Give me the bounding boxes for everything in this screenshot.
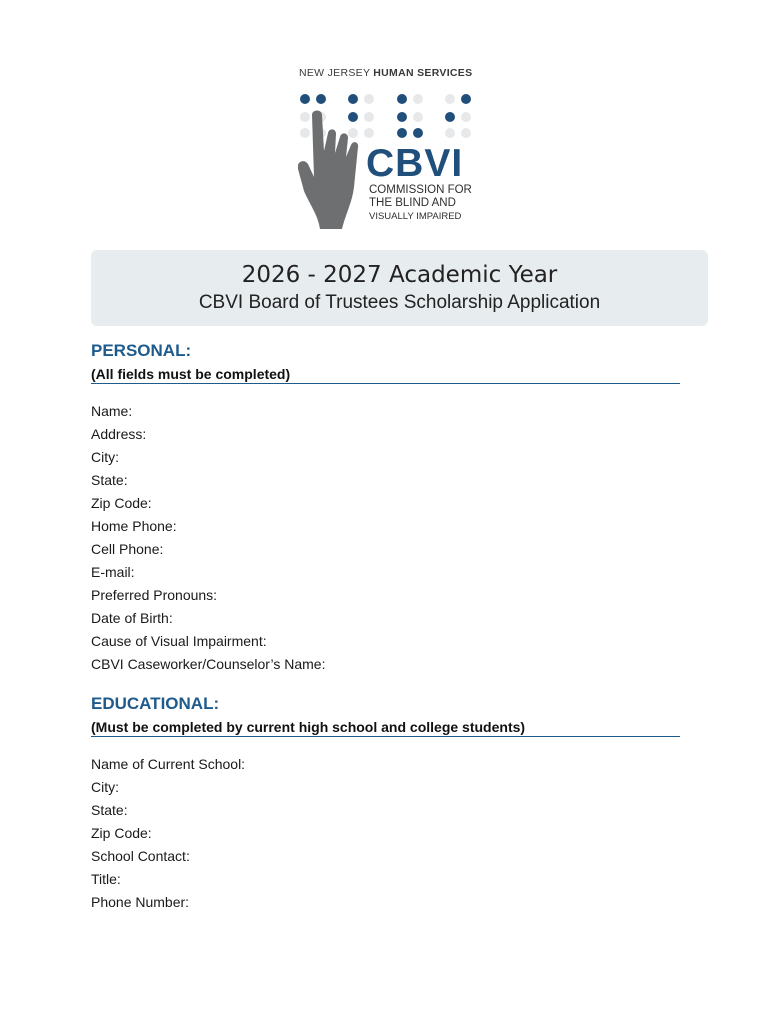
form-field-label: School Contact: (91, 848, 190, 864)
form-field-label: Preferred Pronouns: (91, 587, 218, 603)
personal-section-note: (All fields must be completed) (91, 366, 680, 384)
academic-year-title: 2026 - 2027 Academic Year (241, 262, 558, 288)
hand-icon (298, 107, 368, 229)
form-field-label: Title: (91, 871, 121, 887)
braille-dot (348, 94, 358, 104)
braille-dot (413, 128, 423, 138)
braille-dot (364, 94, 374, 104)
form-field-label: E-mail: (91, 564, 135, 580)
form-field-label: Zip Code: (91, 825, 152, 841)
form-field-label: Phone Number: (91, 894, 190, 910)
brand-subtitle-line-2: THE BLIND AND (369, 197, 456, 209)
braille-dot (445, 128, 455, 138)
braille-dot (300, 94, 310, 104)
form-field-label: City: (91, 779, 119, 795)
application-title: CBVI Board of Trustees Scholarship Application (198, 292, 601, 313)
form-field-label: City: (91, 449, 119, 465)
form-field-label: Address: (91, 426, 147, 442)
agency-name-regular: NEW JERSEY (299, 67, 371, 79)
braille-dot (397, 94, 407, 104)
form-field-label: Cause of Visual Impairment: (91, 633, 267, 649)
form-field-label: Name of Current School: (91, 756, 246, 772)
braille-dot (461, 112, 471, 122)
braille-dot (397, 112, 407, 122)
agency-name (299, 67, 472, 79)
cbvi-logo (290, 62, 490, 232)
brand-acronym: CBVI (366, 142, 464, 185)
form-field-label: Cell Phone: (91, 541, 164, 557)
braille-dot (461, 128, 471, 138)
personal-section (91, 341, 680, 676)
brand-subtitle-line-3: VISUALLY IMPAIRED (369, 211, 462, 222)
brand-subtitle-line-1: COMMISSION FOR (369, 184, 472, 196)
braille-dot (461, 94, 471, 104)
personal-field-list (91, 400, 680, 676)
braille-dot (445, 94, 455, 104)
braille-dot (413, 112, 423, 122)
form-field-label: Date of Birth: (91, 610, 173, 626)
educational-section-note: (Must be completed by current high school and college students) (91, 719, 680, 737)
form-field-label: State: (91, 802, 128, 818)
agency-name-bold: HUMAN SERVICES (373, 67, 473, 79)
braille-dot (316, 94, 326, 104)
braille-dot (397, 128, 407, 138)
braille-dot (445, 112, 455, 122)
title-banner (91, 250, 708, 326)
educational-section-title: EDUCATIONAL: (91, 694, 220, 713)
form-field-label: Home Phone: (91, 518, 177, 534)
personal-section-title: PERSONAL: (91, 341, 192, 360)
educational-field-list (91, 753, 680, 914)
educational-section (91, 694, 680, 914)
form-field-label: Zip Code: (91, 495, 152, 511)
braille-dot (413, 94, 423, 104)
form-field-label: Name: (91, 403, 133, 419)
form-field-label: CBVI Caseworker/Counselor’s Name: (91, 656, 326, 672)
brand-subtitle (369, 184, 472, 223)
form-field-label: State: (91, 472, 128, 488)
